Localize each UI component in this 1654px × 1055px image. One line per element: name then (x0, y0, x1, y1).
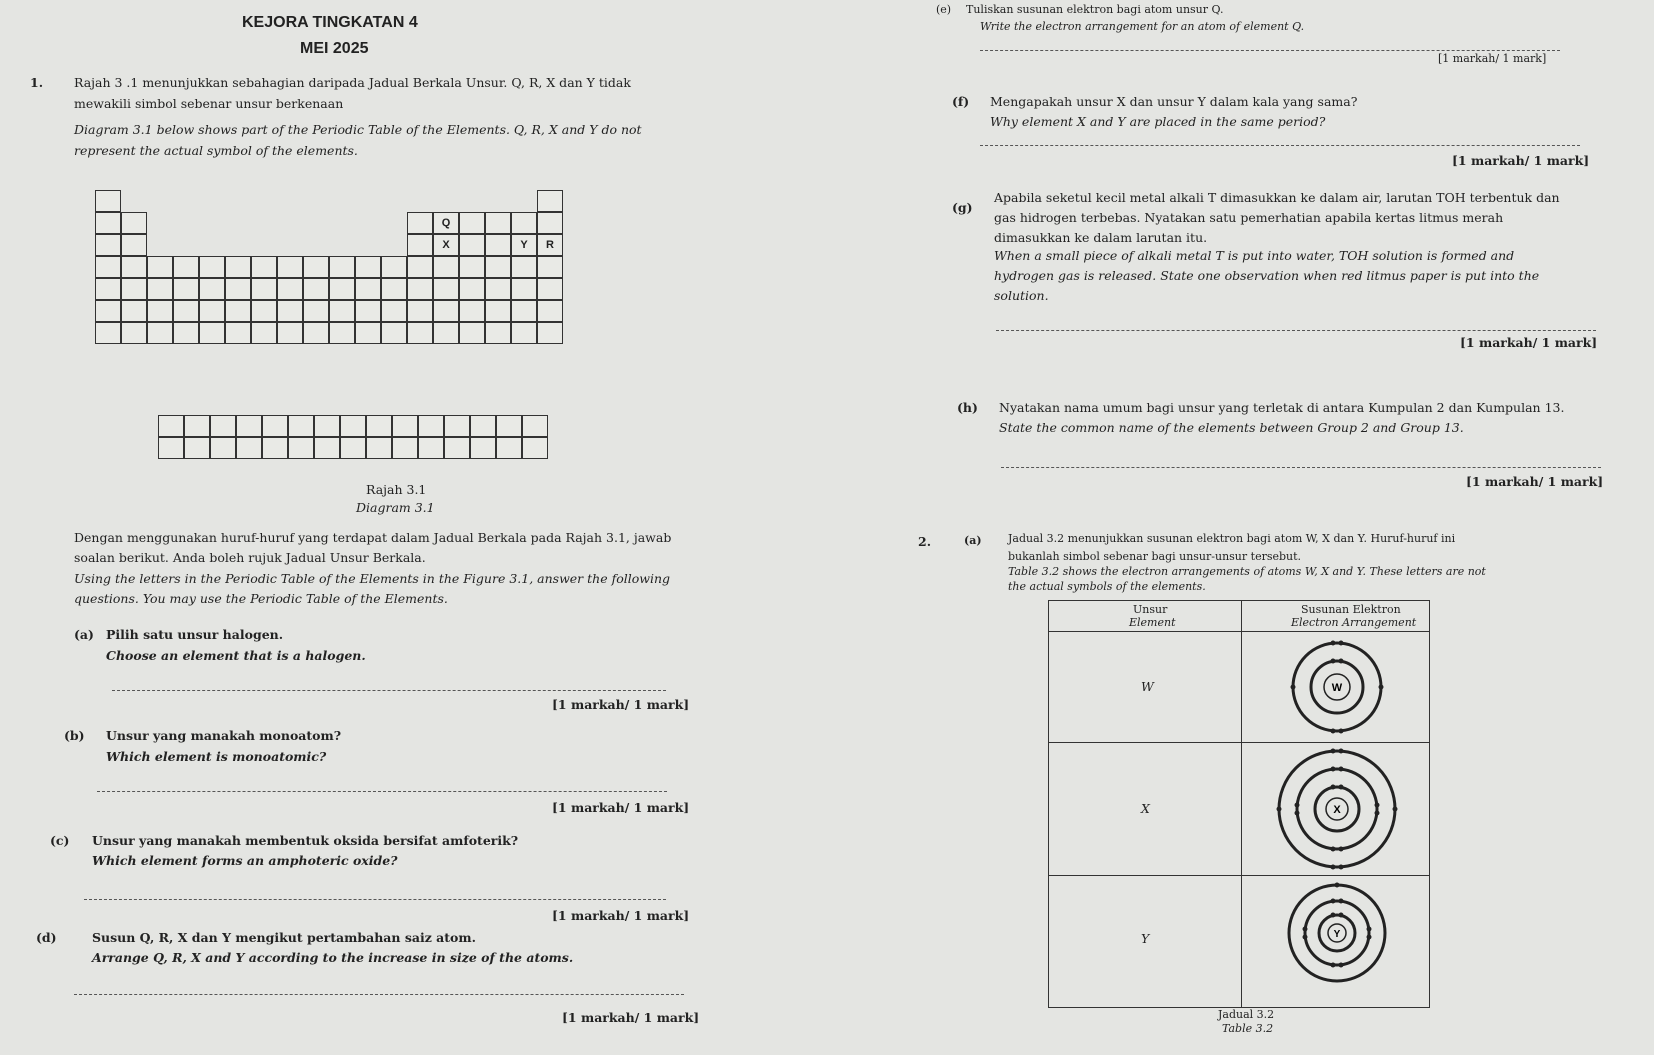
periodic-cell (355, 278, 381, 300)
periodic-cell (485, 322, 511, 344)
part-e-question-ms: Tuliskan susunan elektron bagi atom unsur Q. (966, 3, 1224, 16)
f-block-cell (496, 415, 522, 437)
periodic-cell (121, 300, 147, 322)
q1-instr-en-1: Using the letters in the Periodic Table of the Elements in the Figure 3.1, answer the following (74, 571, 670, 586)
periodic-cell (303, 300, 329, 322)
part-a-label: (a) (74, 627, 94, 642)
periodic-cell (329, 300, 355, 322)
periodic-cell (537, 190, 563, 212)
periodic-cell (537, 212, 563, 234)
periodic-cell (225, 300, 251, 322)
element-y-label: Y (520, 239, 528, 251)
q2-intro-en-1: Table 3.2 shows the electron arrangements of atoms W, X and Y. These letters are not (1008, 565, 1486, 578)
table-row-element-y: Y (1141, 931, 1150, 946)
periodic-cell (173, 278, 199, 300)
q2-intro-en-2: the actual symbols of the elements. (1008, 580, 1206, 593)
table-header-element-ms: Unsur (1133, 603, 1168, 616)
periodic-cell (485, 212, 511, 234)
part-c-marks: [1 markah/ 1 mark] (552, 908, 690, 923)
part-a-question-ms: Pilih satu unsur halogen. (106, 627, 284, 642)
periodic-cell (459, 278, 485, 300)
part-g-question-ms-2: gas hidrogen terbebas. Nyatakan satu pemerhatian apabila kertas litmus merah (994, 210, 1504, 225)
diagram-3-1-label-en: Diagram 3.1 (356, 500, 435, 515)
part-c-question-en: Which element forms an amphoteric oxide? (92, 853, 398, 868)
f-block-cell (288, 415, 314, 437)
periodic-cell (251, 322, 277, 344)
periodic-cell (381, 256, 407, 278)
periodic-cell (173, 322, 199, 344)
periodic-cell (407, 278, 433, 300)
part-c-answer-line[interactable] (84, 899, 666, 900)
q1-instr-en-2: questions. You may use the Periodic Table of the Elements. (74, 591, 448, 606)
part-h-question-en: State the common name of the elements between Group 2 and Group 13. (999, 420, 1464, 435)
part-c-question-ms: Unsur yang manakah membentuk oksida bersifat amfoterik? (92, 833, 519, 848)
f-block-cell (470, 437, 496, 459)
part-f-marks: [1 markah/ 1 mark] (1452, 153, 1590, 168)
q1-intro-ms-2: mewakili simbol sebenar unsur berkenaan (74, 96, 344, 111)
periodic-cell (459, 234, 485, 256)
periodic-cell (459, 256, 485, 278)
q1-intro-en-2: represent the actual symbol of the elements. (74, 143, 358, 158)
part-d-question-en: Arrange Q, R, X and Y according to the increase in size of the atoms. (92, 950, 574, 965)
periodic-cell (277, 300, 303, 322)
periodic-cell (459, 300, 485, 322)
q1-instr-ms-2: soalan berikut. Anda boleh rujuk Jadual Unsur Berkala. (74, 550, 426, 565)
q2-number: 2. (918, 534, 932, 549)
f-block-cell (314, 437, 340, 459)
q1-intro-ms-1: Rajah 3 .1 menunjukkan sebahagian daripada Jadual Berkala Unsur. Q, R, X dan Y tidak (74, 75, 631, 90)
part-g-question-en-1: When a small piece of alkali metal T is put into water, TOH solution is formed and (994, 248, 1515, 263)
periodic-cell (199, 278, 225, 300)
part-g-marks: [1 markah/ 1 mark] (1460, 335, 1598, 350)
periodic-cell (95, 190, 121, 212)
periodic-cell (329, 256, 355, 278)
periodic-cell (225, 322, 251, 344)
table-3-2-caption-ms: Jadual 3.2 (1218, 1008, 1275, 1021)
f-block-cell (314, 415, 340, 437)
periodic-cell (95, 256, 121, 278)
q1-intro-en-1: Diagram 3.1 below shows part of the Periodic Table of the Elements. Q, R, X and Y do not (74, 122, 642, 137)
f-block-cell (392, 415, 418, 437)
exam-month: MEI 2025 (300, 40, 369, 57)
atom-y-nucleus: Y (1333, 929, 1341, 940)
part-a-question-en: Choose an element that is a halogen. (106, 648, 366, 663)
part-c-label: (c) (50, 833, 70, 848)
periodic-cell (121, 322, 147, 344)
part-d-label: (d) (36, 930, 57, 945)
periodic-cell (511, 256, 537, 278)
periodic-cell (433, 256, 459, 278)
part-b-label: (b) (64, 728, 85, 743)
periodic-cell (95, 234, 121, 256)
periodic-cell (433, 300, 459, 322)
element-x-label: X (442, 239, 450, 251)
element-y-cell (511, 234, 537, 256)
periodic-cell (485, 278, 511, 300)
periodic-cell (381, 278, 407, 300)
part-e-answer-line[interactable] (980, 50, 1560, 51)
f-block-cell (236, 437, 262, 459)
f-block-cell (496, 437, 522, 459)
atom-x-diagram (1259, 744, 1415, 874)
periodic-cell (225, 278, 251, 300)
part-g-question-en-3: solution. (994, 288, 1049, 303)
q1-instr-ms-1: Dengan menggunakan huruf-huruf yang terdapat dalam Jadual Berkala pada Rajah 3.1, jawab (74, 530, 672, 545)
periodic-cell (199, 256, 225, 278)
atom-y-diagram (1262, 878, 1412, 988)
f-block-cell (288, 437, 314, 459)
f-block-cell (418, 415, 444, 437)
part-d-marks: [1 markah/ 1 mark] (562, 1010, 700, 1025)
part-g-question-ms-1: Apabila seketul kecil metal alkali T dimasukkan ke dalam air, larutan TOH terbentuk dan (994, 190, 1560, 205)
periodic-cell (355, 322, 381, 344)
f-block-cell (262, 415, 288, 437)
part-g-question-en-2: hydrogen gas is released. State one observation when red litmus paper is put into the (994, 268, 1540, 283)
part-a-marks: [1 markah/ 1 mark] (552, 697, 690, 712)
part-d-answer-line[interactable] (74, 994, 684, 995)
element-r-label: R (546, 239, 554, 251)
atom-w-nucleus: W (1331, 682, 1343, 694)
periodic-cell (95, 278, 121, 300)
part-g-answer-line[interactable] (996, 330, 1596, 331)
part-a-answer-line[interactable] (112, 690, 666, 691)
f-block-cell (158, 415, 184, 437)
part-f-question-en: Why element X and Y are placed in the same period? (990, 114, 1326, 129)
periodic-cell (407, 212, 433, 234)
f-block-cell (366, 437, 392, 459)
periodic-cell (355, 300, 381, 322)
part-e-marks: [1 markah/ 1 mark] (1438, 52, 1547, 65)
f-block-cell (366, 415, 392, 437)
f-block-cell (444, 437, 470, 459)
periodic-cell (121, 278, 147, 300)
diagram-3-1-label-ms: Rajah 3.1 (366, 482, 427, 497)
periodic-cell (225, 256, 251, 278)
f-block-cell (340, 437, 366, 459)
periodic-cell (277, 278, 303, 300)
periodic-cell (537, 300, 563, 322)
f-block-cell (444, 415, 470, 437)
f-block-cell (522, 415, 548, 437)
periodic-cell (459, 212, 485, 234)
part-e-question-en: Write the electron arrangement for an atom of element Q. (980, 20, 1305, 33)
periodic-cell (147, 278, 173, 300)
table-3-2-caption-en: Table 3.2 (1222, 1022, 1274, 1035)
part-b-question-ms: Unsur yang manakah monoatom? (106, 728, 342, 743)
periodic-cell (173, 300, 199, 322)
part-b-answer-line[interactable] (97, 791, 667, 792)
periodic-cell (511, 278, 537, 300)
periodic-cell (407, 300, 433, 322)
periodic-cell (173, 256, 199, 278)
periodic-cell (199, 300, 225, 322)
part-e-label: (e) (936, 3, 952, 16)
periodic-cell (121, 234, 147, 256)
part-b-question-en: Which element is monoatomic? (106, 749, 327, 764)
f-block-cell (418, 437, 444, 459)
periodic-cell (95, 212, 121, 234)
periodic-cell (303, 322, 329, 344)
periodic-cell (459, 322, 485, 344)
periodic-cell (485, 300, 511, 322)
periodic-cell (485, 256, 511, 278)
periodic-cell (537, 322, 563, 344)
part-g-label: (g) (952, 200, 973, 215)
q2-intro-ms-2: bukanlah simbol sebenar bagi unsur-unsur tersebut. (1008, 550, 1302, 563)
periodic-cell (147, 256, 173, 278)
element-r-cell (537, 234, 563, 256)
periodic-cell (303, 278, 329, 300)
f-block-cell (470, 415, 496, 437)
q2-intro-ms-1: Jadual 3.2 menunjukkan susunan elektron bagi atom W, X dan Y. Huruf-huruf ini (1008, 532, 1456, 545)
f-block-cell (184, 415, 210, 437)
q2-part-a-label: (a) (964, 534, 982, 547)
periodic-cell (199, 322, 225, 344)
part-g-question-ms-3: dimasukkan ke dalam larutan itu. (994, 230, 1208, 245)
table-header-element-en: Element (1129, 616, 1176, 629)
part-h-answer-line[interactable] (1001, 467, 1601, 468)
f-block-cell (210, 415, 236, 437)
periodic-cell (407, 256, 433, 278)
atom-x-nucleus: X (1333, 804, 1341, 816)
table-header-arrangement-ms: Susunan Elektron (1301, 603, 1401, 616)
table-header-arrangement-en: Electron Arrangement (1291, 616, 1417, 629)
f-block-cell (158, 437, 184, 459)
periodic-cell (381, 300, 407, 322)
periodic-cell (329, 278, 355, 300)
periodic-cell (121, 212, 147, 234)
f-block-cell (184, 437, 210, 459)
school-title: KEJORA TINGKATAN 4 (242, 14, 418, 31)
periodic-cell (329, 322, 355, 344)
element-q-label: Q (441, 217, 451, 229)
element-x-cell (433, 234, 459, 256)
periodic-cell (511, 212, 537, 234)
periodic-cell (537, 278, 563, 300)
periodic-cell (433, 278, 459, 300)
periodic-cell (95, 322, 121, 344)
part-h-label: (h) (957, 400, 978, 415)
periodic-cell (147, 322, 173, 344)
part-d-question-ms: Susun Q, R, X dan Y mengikut pertambahan saiz atom. (92, 930, 476, 945)
part-f-answer-line[interactable] (980, 145, 1580, 146)
part-f-label: (f) (952, 94, 970, 109)
f-block-cell (262, 437, 288, 459)
f-block-cell (236, 415, 262, 437)
periodic-cell (303, 256, 329, 278)
atom-w-diagram (1262, 635, 1412, 739)
periodic-cell (537, 256, 563, 278)
periodic-cell (407, 234, 433, 256)
periodic-cell (251, 278, 277, 300)
f-block-cell (392, 437, 418, 459)
periodic-cell (251, 256, 277, 278)
periodic-cell (511, 322, 537, 344)
electron-arrangement-table (1048, 600, 1430, 1008)
q1-number: 1. (30, 75, 44, 90)
part-h-marks: [1 markah/ 1 mark] (1466, 474, 1604, 489)
periodic-cell (485, 234, 511, 256)
table-row-element-w: W (1141, 679, 1154, 694)
part-h-question-ms: Nyatakan nama umum bagi unsur yang terletak di antara Kumpulan 2 dan Kumpulan 13. (999, 400, 1565, 415)
periodic-cell (381, 322, 407, 344)
periodic-cell (121, 256, 147, 278)
table-row-element-x: X (1141, 801, 1150, 816)
periodic-cell (355, 256, 381, 278)
periodic-cell (511, 300, 537, 322)
part-b-marks: [1 markah/ 1 mark] (552, 800, 690, 815)
f-block-cell (210, 437, 236, 459)
periodic-cell (95, 300, 121, 322)
part-f-question-ms: Mengapakah unsur X dan unsur Y dalam kala yang sama? (990, 94, 1358, 109)
f-block-cell (522, 437, 548, 459)
f-block-cell (340, 415, 366, 437)
element-q-cell (433, 212, 459, 234)
periodic-cell (277, 322, 303, 344)
periodic-cell (251, 300, 277, 322)
periodic-cell (433, 322, 459, 344)
periodic-cell (277, 256, 303, 278)
periodic-cell (147, 300, 173, 322)
periodic-cell (407, 322, 433, 344)
